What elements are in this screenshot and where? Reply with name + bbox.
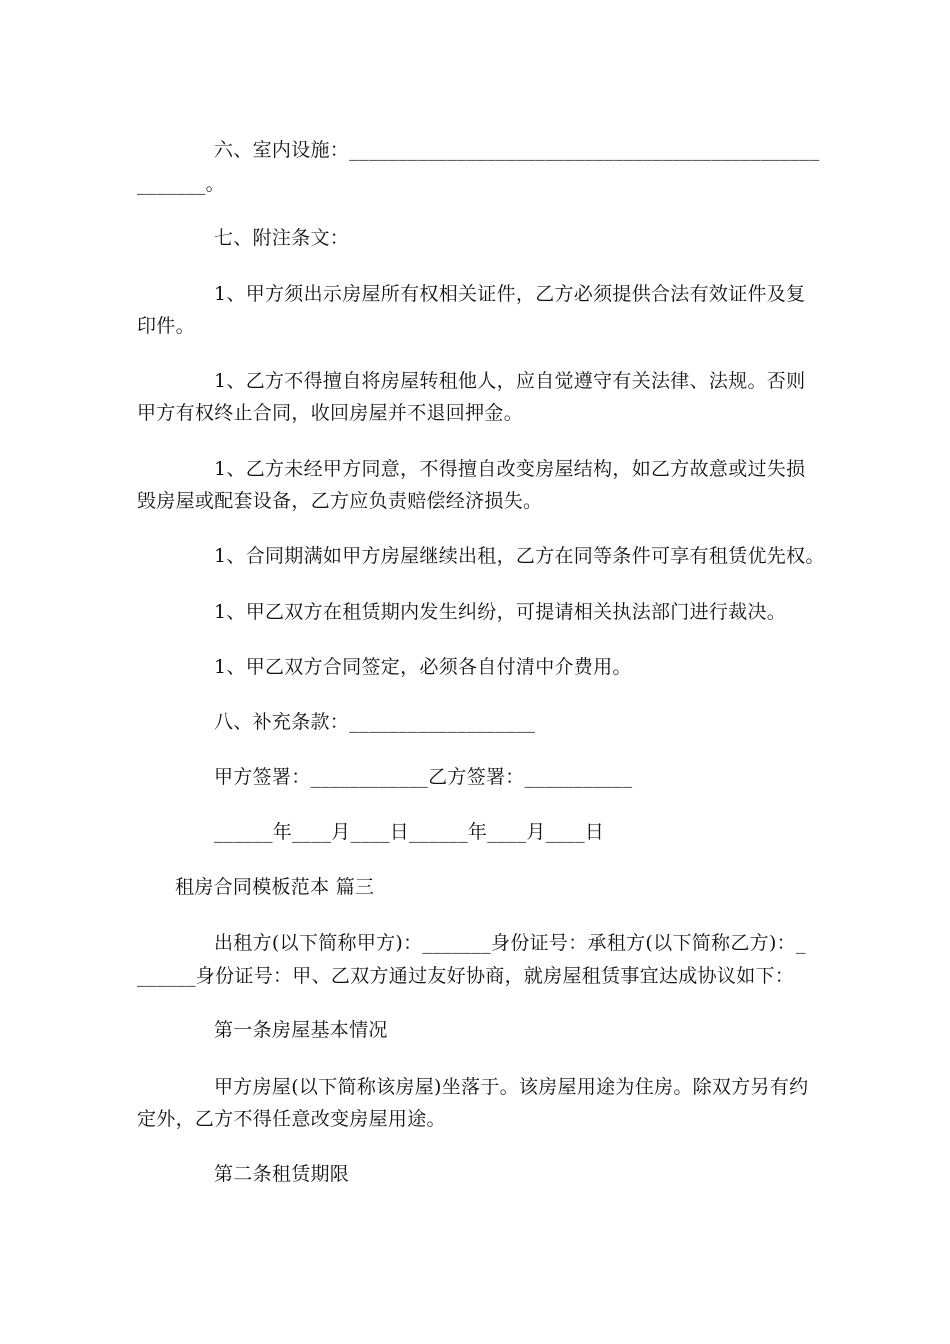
clause-priority: 1、合同期满如甲方房屋继续出租，乙方在同等条件可享有租赁优先权。 [214, 545, 825, 567]
parties-line-cont: ______身份证号：甲、乙双方通过友好协商，就房屋租赁事宜达成协议如下： [137, 965, 795, 987]
article-one-heading: 第一条房屋基本情况 [214, 1019, 388, 1041]
clause-certificates: 1、甲方须出示房屋所有权相关证件，乙方必须提供合法有效证件及复 [214, 283, 806, 305]
article-one-body-cont: 定外，乙方不得任意改变房屋用途。 [137, 1108, 446, 1130]
section-six-facilities: 六、室内设施：________________________________________________ [214, 139, 820, 161]
signature-line: 甲方签署：____________乙方签署：___________ [214, 766, 633, 788]
clause-sublet: 1、乙方不得擅自将房屋转租他人，应自觉遵守有关法律、法规。否则 [214, 370, 806, 392]
template-part-three-title: 租房合同模板范本 篇三 [175, 876, 375, 898]
clause-disputes: 1、甲乙双方在租赁期内发生纠纷，可提请相关执法部门进行裁决。 [214, 601, 787, 623]
date-line: ______年____月____日______年____月____日 [214, 821, 605, 843]
section-eight-supplementary: 八、补充条款：___________________ [214, 711, 536, 733]
parties-line: 出租方(以下简称甲方)：_______身份证号：承租方(以下简称乙方)：_ [214, 932, 806, 954]
article-two-heading: 第二条租赁期限 [214, 1163, 350, 1185]
section-six-facilities-cont: _______。 [137, 173, 225, 195]
clause-sublet-cont: 甲方有权终止合同，收回房屋并不退回押金。 [137, 402, 524, 424]
article-one-body: 甲方房屋(以下简称该房屋)坐落于。该房屋用途为住房。除双方另有约 [214, 1076, 809, 1098]
clause-agency-fee: 1、甲乙双方合同签定，必须各自付清中介费用。 [214, 656, 632, 678]
clause-certificates-cont: 印件。 [137, 315, 195, 337]
clause-structure: 1、乙方未经甲方同意，不得擅自改变房屋结构，如乙方故意或过失损 [214, 458, 806, 480]
section-seven-heading: 七、附注条文： [214, 227, 350, 249]
clause-structure-cont: 毁房屋或配套设备，乙方应负责赔偿经济损失。 [137, 490, 543, 512]
